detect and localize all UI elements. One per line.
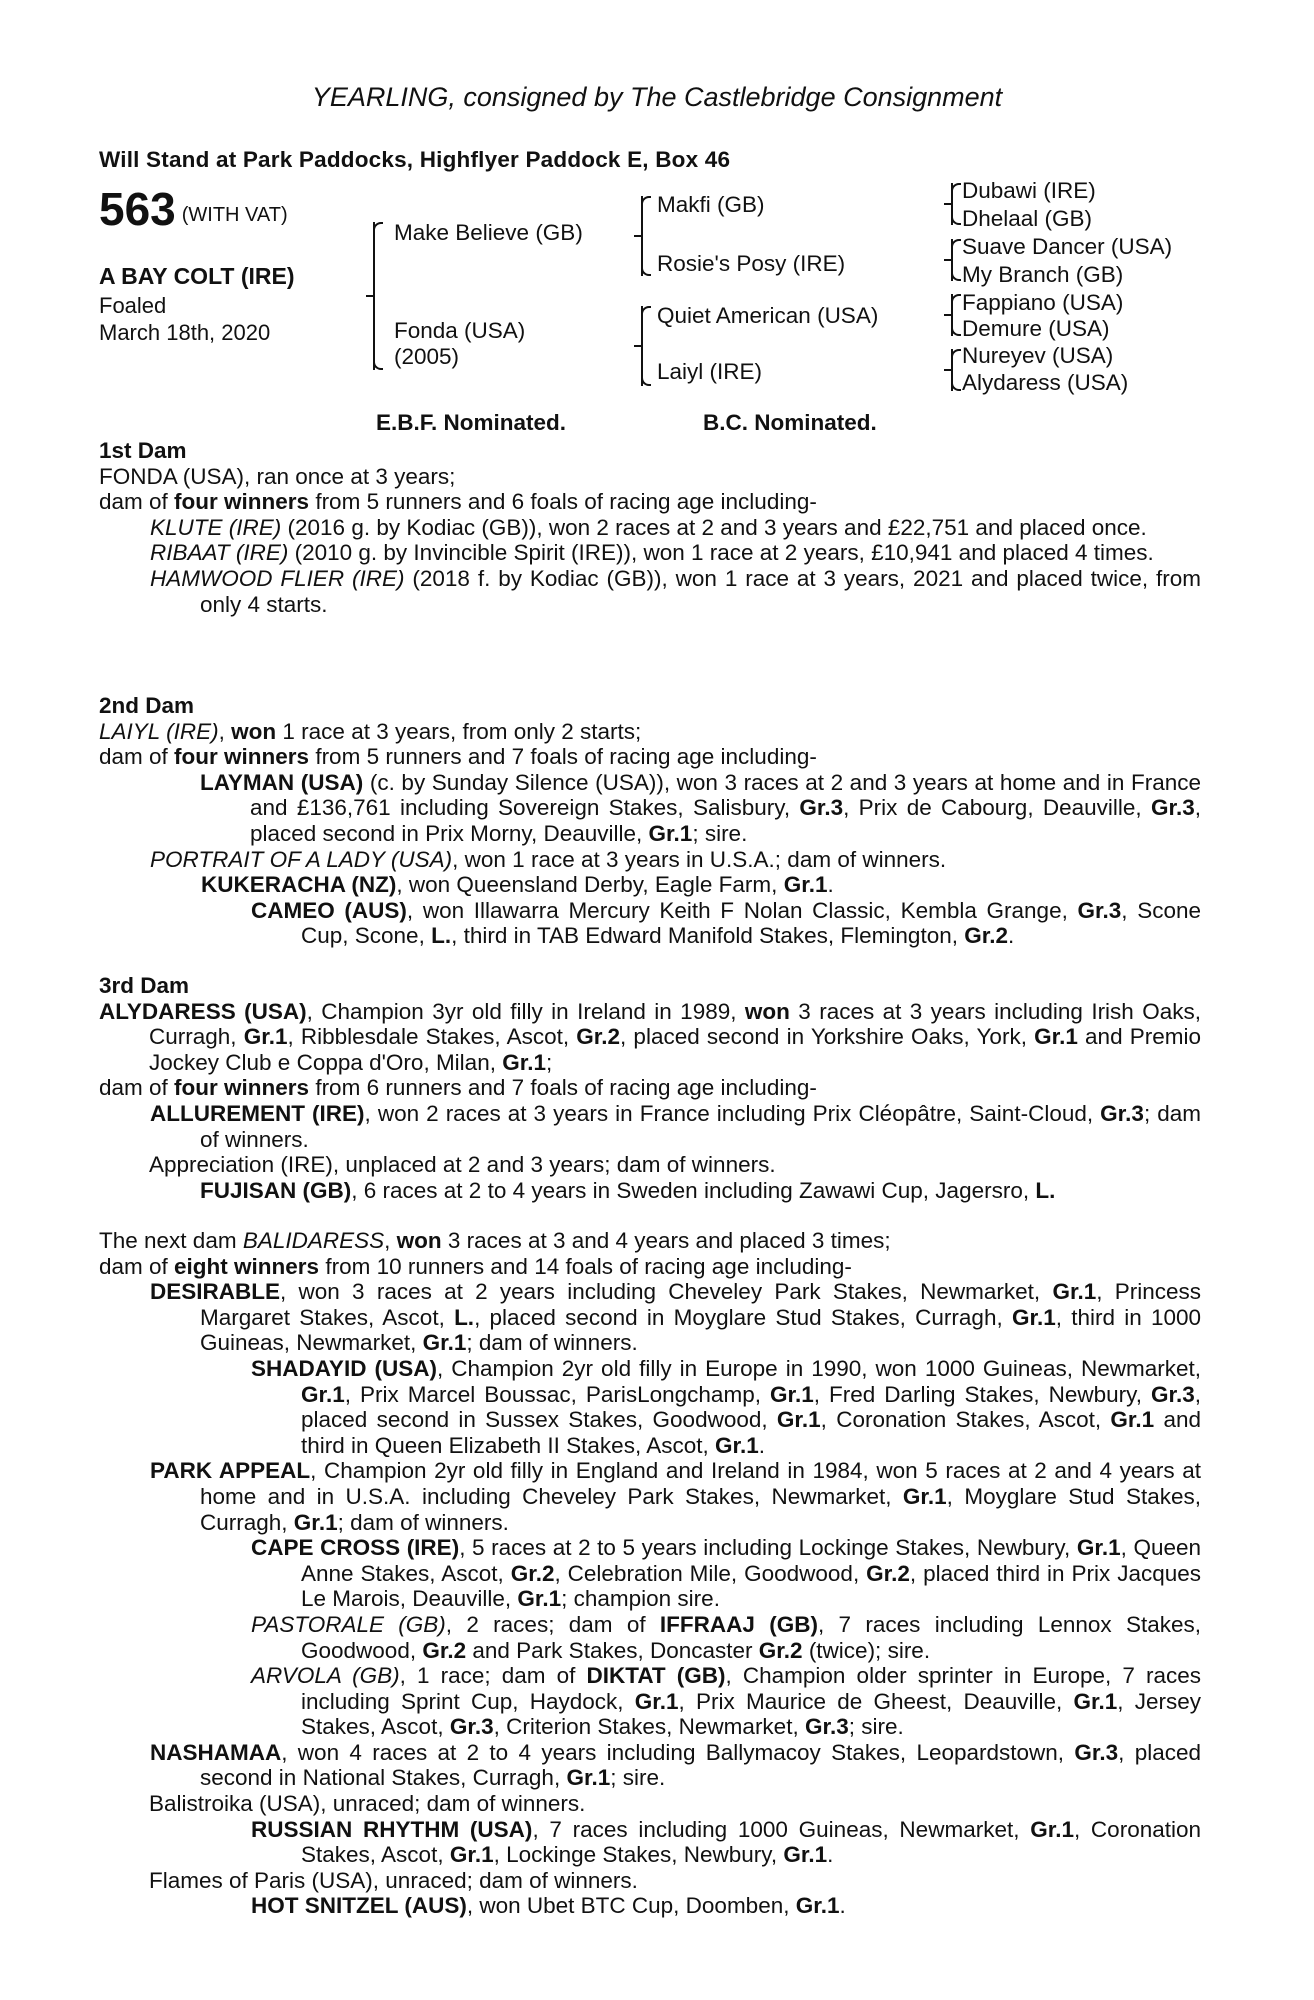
pedigree-dam-dam: Laiyl (IRE)	[657, 359, 763, 384]
progeny-line: KUKERACHA (NZ), won Queensland Derby, Eagle Farm, Gr.1.	[201, 872, 834, 898]
pedigree-dam-sire: Quiet American (USA)	[657, 303, 879, 328]
second-dam-heading: 2nd Dam	[99, 693, 195, 718]
dam-line: dam of four winners from 6 runners and 7 foals of racing age including-	[99, 1075, 817, 1101]
dam-line: dam of four winners from 5 runners and 6 foals of racing age including-	[99, 489, 817, 515]
vat-label: (WITH VAT)	[181, 204, 288, 226]
pedigree-dss: Fappiano (USA)	[962, 290, 1124, 315]
dam-line: dam of eight winners from 10 runners and 14 foals of racing age including-	[99, 1253, 852, 1279]
progeny-line: ARVOLA (GB), 1 race; dam of DIKTAT (GB), Champion older sprinter in Europe, 7 races including Sprint Cup, Haydock, Gr.1, Prix Maurice de Gheest, Deauville, Gr.1, Jersey Stakes, Ascot, Gr.3, Criterion Stakes, Newmarket, Gr.3; sire.	[251, 1663, 1202, 1740]
pedigree-dam: Fonda (USA)	[394, 318, 526, 343]
pedigree-dsd: Demure (USA)	[962, 316, 1110, 341]
progeny-line: ALLUREMENT (IRE), won 2 races at 3 years in France including Prix Cléopâtre, Saint-Cloud, Gr.3; dam of winners.	[150, 1100, 1201, 1152]
foaled-date: March 18th, 2020	[99, 320, 271, 345]
horse-description: A BAY COLT (IRE)	[99, 263, 295, 289]
pedigree-dam-year: (2005)	[394, 344, 460, 369]
progeny-line: LAYMAN (USA) (c. by Sunday Silence (USA)), won 3 races at 2 and 3 years at home and in France and £136,761 including Sovereign Stakes, Salisbury, Gr.3, Prix de Cabourg, Deauville, Gr.3, placed second in Prix Morny, Deauville, Gr.1; sire.	[200, 769, 1201, 846]
stand-location: Will Stand at Park Paddocks, Highflyer Paddock E, Box 46	[99, 147, 731, 172]
pedigree-brace-main	[373, 222, 375, 370]
lot-number: 563	[99, 183, 176, 235]
progeny-line: HOT SNITZEL (AUS), won Ubet BTC Cup, Doomben, Gr.1.	[251, 1893, 846, 1919]
progeny-line: Flames of Paris (USA), unraced; dam of winners.	[149, 1867, 638, 1893]
bc-nomination: B.C. Nominated.	[703, 410, 877, 435]
progeny-line: CAMEO (AUS), won Illawarra Mercury Keith F Nolan Classic, Kembla Grange, Gr.3, Scone Cup, Scone, L., third in TAB Edward Manifold Stakes, Flemington, Gr.2.	[251, 897, 1201, 949]
first-dam-section	[99, 438, 1201, 617]
progeny-line: RUSSIAN RHYTHM (USA), 7 races including 1000 Guineas, Newmarket, Gr.1, Coronation Stakes, Ascot, Gr.1, Lockinge Stakes, Newbury, Gr.1.	[251, 1816, 1202, 1868]
progeny-line: Balistroika (USA), unraced; dam of winners.	[149, 1791, 586, 1817]
catalogue-header: YEARLING, consigned by The Castlebridge Consignment	[311, 82, 1003, 112]
first-dam-heading: 1st Dam	[99, 438, 187, 463]
progeny-line: PORTRAIT OF A LADY (USA), won 1 race at 3 years in U.S.A.; dam of winners.	[150, 846, 947, 872]
pedigree-sdd: My Branch (GB)	[962, 262, 1124, 287]
pedigree-sire-dam: Rosie's Posy (IRE)	[657, 251, 846, 276]
progeny-line: CAPE CROSS (IRE), 5 races at 2 to 5 years including Lockinge Stakes, Newbury, Gr.1, Queen Anne Stakes, Ascot, Gr.2, Celebration Mile, Goodwood, Gr.2, placed third in Prix Jacques Le Marois, Deauville, Gr.1; champion sire.	[251, 1535, 1201, 1612]
pedigree-brace-ss	[951, 183, 953, 225]
progeny-line: PARK APPEAL, Champion 2yr old filly in England and Ireland in 1984, won 5 races at 2 and 4 years at home and in U.S.A. including Cheveley Park Stakes, Newmarket, Gr.1, Moyglare Stud Stakes, Curragh, Gr.1; dam of winners.	[150, 1458, 1202, 1535]
progeny-line: PASTORALE (GB), 2 races; dam of IFFRAAJ (GB), 7 races including Lennox Stakes, Goodwood, Gr.2 and Park Stakes, Doncaster Gr.2 (twice); sire.	[251, 1611, 1201, 1663]
dam-line: dam of four winners from 5 runners and 7 foals of racing age including-	[99, 744, 817, 770]
pedigree-sss: Dubawi (IRE)	[962, 178, 1096, 203]
dam-line: FONDA (USA), ran once at 3 years;	[99, 463, 456, 489]
next-dam-section	[99, 1228, 1201, 1919]
dam-line: The next dam BALIDARESS, won 3 races at 3 and 4 years and placed 3 times;	[99, 1228, 891, 1253]
pedigree-brace-ds	[951, 294, 953, 336]
foaled-info	[99, 292, 270, 346]
pedigree-brace-dd	[951, 349, 953, 391]
progeny-line: RIBAAT (IRE) (2010 g. by Invincible Spirit (IRE)), won 1 race at 2 years, £10,941 and placed 4 times.	[150, 540, 1154, 566]
progeny-line: SHADAYID (USA), Champion 2yr old filly in Europe in 1990, won 1000 Guineas, Newmarket, Gr.1, Prix Marcel Boussac, ParisLongchamp, Gr.1, Fred Darling Stakes, Newbury, Gr.3, placed second in Sussex Stakes, Goodwood, Gr.1, Coronation Stakes, Ascot, Gr.1 and third in Queen Elizabeth II Stakes, Ascot, Gr.1.	[251, 1355, 1202, 1458]
progeny-line: KLUTE (IRE) (2016 g. by Kodiac (GB)), won 2 races at 2 and 3 years and £22,751 and placed once.	[150, 514, 1147, 540]
pedigree-ddd: Alydaress (USA)	[962, 370, 1129, 395]
ebf-nomination: E.B.F. Nominated.	[376, 410, 567, 435]
third-dam-heading: 3rd Dam	[99, 973, 190, 998]
pedigree-sire: Make Believe (GB)	[394, 220, 583, 245]
pedigree-sds: Suave Dancer (USA)	[962, 234, 1173, 259]
pedigree-brace-sire	[641, 196, 643, 276]
foaled-label: Foaled	[99, 293, 167, 318]
dam-line: ALYDARESS (USA), Champion 3yr old filly in Ireland in 1989, won 3 races at 3 years including Irish Oaks, Curragh, Gr.1, Ribblesdale Stakes, Ascot, Gr.2, placed second in Yorkshire Oaks, York, Gr.1 and Premio Jockey Club e Coppa d'Oro, Milan, Gr.1;	[99, 998, 1202, 1075]
progeny-line: NASHAMAA, won 4 races at 2 to 4 years including Ballymacoy Stakes, Leopardstown, Gr.3, placed second in National Stakes, Curragh, Gr.1; sire.	[150, 1739, 1202, 1791]
progeny-line: Appreciation (IRE), unplaced at 2 and 3 years; dam of winners.	[149, 1152, 776, 1178]
progeny-line: DESIRABLE, won 3 races at 2 years including Cheveley Park Stakes, Newmarket, Gr.1, Princess Margaret Stakes, Ascot, L., placed second in Moyglare Stud Stakes, Curragh, Gr.1, third in 1000 Guineas, Newmarket, Gr.1; dam of winners.	[150, 1279, 1202, 1356]
lot-number-block	[99, 183, 288, 238]
pedigree-brace-sd	[951, 239, 953, 281]
progeny-line: FUJISAN (GB), 6 races at 2 to 4 years in Sweden including Zawawi Cup, Jagersro, L.	[200, 1177, 1056, 1203]
pedigree-sire-sire: Makfi (GB)	[657, 192, 765, 217]
second-dam-section	[99, 693, 1201, 949]
pedigree-dds: Nureyev (USA)	[962, 343, 1114, 368]
pedigree-brace-dam	[641, 306, 643, 386]
pedigree-ssd: Dhelaal (GB)	[962, 206, 1093, 231]
third-dam-section	[99, 973, 1201, 1203]
progeny-line: HAMWOOD FLIER (IRE) (2018 f. by Kodiac (GB)), won 1 race at 3 years, 2021 and placed twice, from only 4 starts.	[150, 565, 1201, 617]
dam-line: LAIYL (IRE), won 1 race at 3 years, from only 2 starts;	[99, 718, 642, 744]
